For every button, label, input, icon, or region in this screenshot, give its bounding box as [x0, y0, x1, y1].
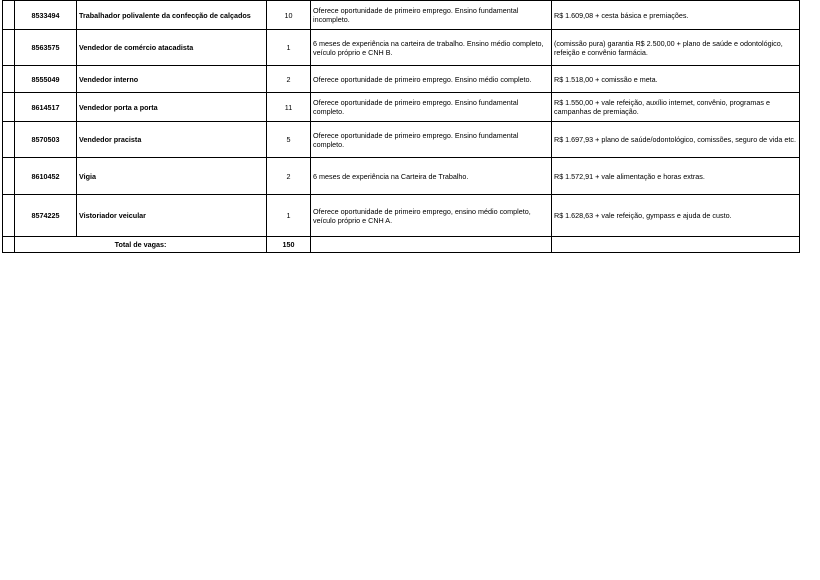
row-marker-cell — [3, 122, 15, 158]
job-requirements: Oferece oportunidade de primeiro emprego, ensino médio completo, veículo próprio e CNH A. — [311, 195, 552, 237]
job-code: 8555049 — [15, 66, 77, 93]
job-code: 8574225 — [15, 195, 77, 237]
table-row — [3, 1, 800, 30]
job-requirements: 6 meses de experiência na carteira de trabalho. Ensino médio completo, veículo próprio e CNH B. — [311, 30, 552, 66]
vacancy-count: 10 — [267, 1, 311, 30]
job-benefits: R$ 1.572,91 + vale alimentação e horas extras. — [552, 158, 800, 195]
job-code: 8533494 — [15, 1, 77, 30]
vacancy-count: 1 — [267, 195, 311, 237]
job-title: Vistoriador veicular — [77, 195, 267, 237]
total-value: 150 — [267, 237, 311, 253]
vacancy-count: 5 — [267, 122, 311, 158]
job-benefits: R$ 1.550,00 + vale refeição, auxílio internet, convênio, programas e campanhas de premiação. — [552, 93, 800, 122]
table-row — [3, 158, 800, 195]
table-row — [3, 30, 800, 66]
empty-cell — [552, 237, 800, 253]
row-marker-cell — [3, 1, 15, 30]
job-benefits: R$ 1.518,00 + comissão e meta. — [552, 66, 800, 93]
job-requirements: Oferece oportunidade de primeiro emprego. Ensino fundamental completo. — [311, 122, 552, 158]
empty-cell — [311, 237, 552, 253]
table-row — [3, 93, 800, 122]
row-marker-cell — [3, 237, 15, 253]
job-benefits: R$ 1.609,08 + cesta básica e premiações. — [552, 1, 800, 30]
vacancy-count: 2 — [267, 158, 311, 195]
vacancy-count: 1 — [267, 30, 311, 66]
row-marker-cell — [3, 158, 15, 195]
job-code: 8563575 — [15, 30, 77, 66]
table-row — [3, 66, 800, 93]
job-requirements: 6 meses de experiência na Carteira de Trabalho. — [311, 158, 552, 195]
row-marker-cell — [3, 66, 15, 93]
row-marker-cell — [3, 93, 15, 122]
job-title: Trabalhador polivalente da confecção de calçados — [77, 1, 267, 30]
total-label: Total de vagas: — [15, 237, 267, 253]
total-row — [3, 237, 800, 253]
job-vacancies-table — [2, 0, 800, 253]
job-code: 8610452 — [15, 158, 77, 195]
job-code: 8614517 — [15, 93, 77, 122]
vacancy-count: 2 — [267, 66, 311, 93]
job-benefits: R$ 1.628,63 + vale refeição, gympass e ajuda de custo. — [552, 195, 800, 237]
table-row — [3, 195, 800, 237]
row-marker-cell — [3, 30, 15, 66]
job-title: Vendedor de comércio atacadista — [77, 30, 267, 66]
job-title: Vendedor porta a porta — [77, 93, 267, 122]
job-code: 8570503 — [15, 122, 77, 158]
job-requirements: Oferece oportunidade de primeiro emprego. Ensino fundamental incompleto. — [311, 1, 552, 30]
job-requirements: Oferece oportunidade de primeiro emprego. Ensino médio completo. — [311, 66, 552, 93]
vacancy-count: 11 — [267, 93, 311, 122]
job-title: Vigia — [77, 158, 267, 195]
job-benefits: R$ 1.697,93 + plano de saúde/odontológico, comissões, seguro de vida etc. — [552, 122, 800, 158]
table-row — [3, 122, 800, 158]
job-requirements: Oferece oportunidade de primeiro emprego. Ensino fundamental completo. — [311, 93, 552, 122]
job-benefits: (comissão pura) garantia R$ 2.500,00 + plano de saúde e odontológico, refeição e convênio farmácia. — [552, 30, 800, 66]
job-title: Vendedor interno — [77, 66, 267, 93]
row-marker-cell — [3, 195, 15, 237]
job-title: Vendedor pracista — [77, 122, 267, 158]
